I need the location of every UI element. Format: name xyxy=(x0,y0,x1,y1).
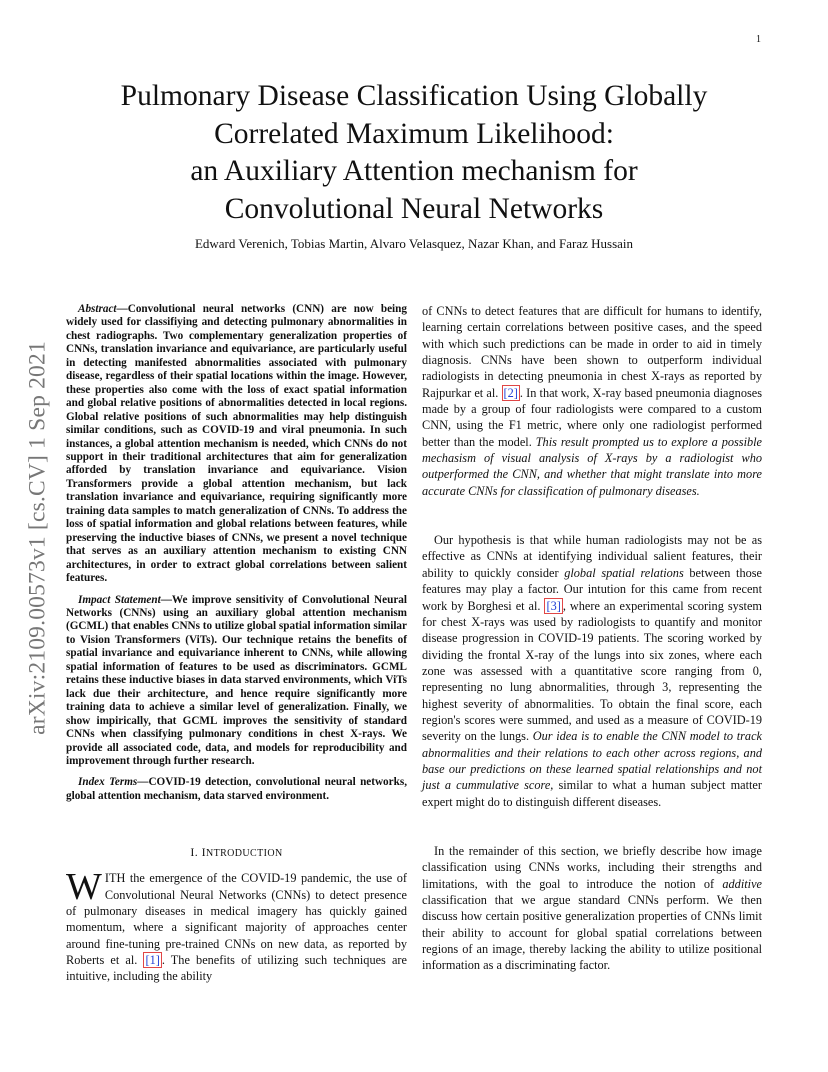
impact-statement xyxy=(66,594,407,769)
paragraph-text: Our hypothesis is that while human radiologists may not be as effective as CNNs at identifying individual salient features, their ability to quickly consider xyxy=(422,533,762,580)
section-initial: I xyxy=(201,845,206,860)
emphasized-text: Our idea is to enable the CNN model to track abnormalities and their relations to each other across regions, and base our predictions on these learned spatial relationships and not just a cummulative score, xyxy=(422,729,762,793)
paragraph-text: classification that we argue standard CNNs perform. We then discuss how certain positive generalization properties of CNNs limit their ability to account for global spatial correlations between regions of an image, thereby lacking the ability to utilize positional information as a discriminating factor. xyxy=(422,893,762,973)
paragraph-text: . In that work, X-ray based pneumonia diagnoses made by a group of four radiologists were compared to a custom CNN, using the F1 metric, where only one radiologist performed better than the model. xyxy=(422,385,762,449)
paragraph-text: In the remainder of this section, we briefly describe how image classification using CNNs works, including their strengths and limitations, with the goal to introduce the notion of xyxy=(422,843,762,891)
title-line: Pulmonary Disease Classification Using Globally xyxy=(120,80,708,112)
abstract-label: Abstract xyxy=(78,303,117,315)
impact-text: —We improve sensitivity of Convolutional Neural Networks (CNNs) using an auxiliary global attention mechanism (GCML) that enables CNNs to utilize global spatial information similar to Vision Transformers (ViTs). Our technique retains the benefits of spatial invariance and equivariance inherent to CNNs, while allowing spatial information of features to be used as discriminators. GCML retains these inductive biases in data starved environments, which ViTs lack due their architecture, and hence require significantly more training data to achieve a similar level of generalization. Finally, we show impirically, that GCML improves the sensitivity of standard CNNs when classifying pulmonary conditions in chest X-rays. We provide all associated code, data, and models for reproducibility and improvement through further research. xyxy=(66,593,407,767)
paragraph-hypothesis xyxy=(422,532,762,810)
right-column xyxy=(422,303,762,974)
emphasized-text: additive xyxy=(722,876,762,891)
page-number: 1 xyxy=(756,34,761,45)
paper-title xyxy=(66,78,762,228)
section-title-rest: NTRODUCTION xyxy=(205,848,283,860)
abstract xyxy=(66,303,407,586)
abstract-text: —Convolutional neural networks (CNN) are now being widely used for classifiying and detecting pulmonary abnormalities in chest radiographs. Two complementary generalization properties of CNNs, translation invariance and equivariance, are particularly useful in detecting manifested abnormalities associated with pulmonary disease, regardless of their spatial locations within the image. However, these properties also come with the loss of exact spatial information and global relative positions of abnormalities detected in local regions. Global relative positions of such abnormalities may help distinguish similar conditions, such as COVID-19 and viral pneumonia. In such instances, a global attention mechanism is needed, which CNNs do not support in their traditional architectures that aim for generalization afforded by translation invariance and equivariance. Vision Transformers provide a global attention mechanism, but lack translation invariance and equivariance, requiring significantly more training data samples to match generalization of CNNs. To address the loss of spatial information and global relations between features, while preserving the inductive biases of CNNs, we present a novel technique that serves as an auxiliary attention mechanism to existing CNN architectures, in order to extract global correlations between salient features. xyxy=(66,303,407,585)
index-terms xyxy=(66,776,407,803)
citation-link-1[interactable]: [1] xyxy=(145,953,160,968)
arxiv-sidebar xyxy=(20,294,56,782)
drop-cap: W xyxy=(66,866,102,909)
intro-text-end: . The benefits of utilizing such techniques are intuitive, including the ability xyxy=(66,953,407,984)
title-line: Correlated Maximum Likelihood: xyxy=(214,117,614,150)
paragraph-text: between those features may play a factor. Our intution for this came from recent work by Borghesi et al. xyxy=(422,565,762,613)
section-number: I. xyxy=(190,845,199,860)
author-list: Edward Verenich, Tobias Martin, Alvaro Velasquez, Nazar Khan, and Faraz Hussain xyxy=(194,236,634,251)
arxiv-identifier: arXiv:2109.00573v1 [cs.CV] 1 Sep 2021 xyxy=(24,341,51,735)
paragraph-text: , where an experimental scoring system for chest X-rays was used by radiologists to quantify and monitor disease progression in COVID-19 patients. The scoring worked by dividing the frontal X-ray of the lungs into six zones, where each zone was assessed with a quantitative score ranging from 0, representing no lung abnormalities, through 3, representing the highest severity of abnormalities. To obtain the final score, each region's scores were summed, and used as a measure of COVID-19 severity on the lungs. xyxy=(422,598,762,744)
index-terms-text: —COVID-19 detection, convolutional neural networks, global attention mechanism, data starved environment. xyxy=(66,776,407,802)
citation-link-2[interactable]: [2] xyxy=(503,385,518,400)
title-line: Convolutional Neural Networks xyxy=(224,192,604,225)
index-terms-label: Index Terms xyxy=(78,776,138,789)
intro-paragraph xyxy=(66,866,407,984)
impact-label: Impact Statement xyxy=(78,593,161,606)
title-line: an Auxiliary Attention mechanism for xyxy=(190,155,638,187)
paragraph-remainder xyxy=(422,843,762,974)
section-heading-introduction xyxy=(66,845,407,860)
emphasized-text: This result prompted us to explore a possible mechasism of visual analysis of X-rays by a radiologist who outperformed the CNN, and whether that might translate into more accurate CNNs for classification of pulmonary diseases. xyxy=(422,434,763,498)
paragraph-text: similar to what a human subject matter expert might do to distinguish different diseases. xyxy=(422,778,762,809)
intro-text: ITH the emergence of the COVID-19 pandemic, the use of Convolutional Neural Networks (CNNs) to detect presence of pulmonary diseases in medical imagery has quickly gained momentum, where a significant majority of approaches center around fine-tuning pre-trained CNNs on new data, as reported by Roberts et al. xyxy=(66,871,407,968)
paragraph-cnn-ability xyxy=(422,303,762,499)
left-column xyxy=(66,303,407,985)
paragraph-text: of CNNs to detect features that are difficult for humans to identify, learning certain correlations between positive cases, and the speed with which such predictions can be made in order to aid in timely diagnosis. CNNs have been shown to outperform individual radiologists in detecting pneumonia in chest X-rays as reported by Rajpurkar et al. xyxy=(422,304,762,400)
emphasized-text: global spatial relations xyxy=(564,565,684,580)
citation-link-3[interactable]: [3] xyxy=(546,598,561,613)
